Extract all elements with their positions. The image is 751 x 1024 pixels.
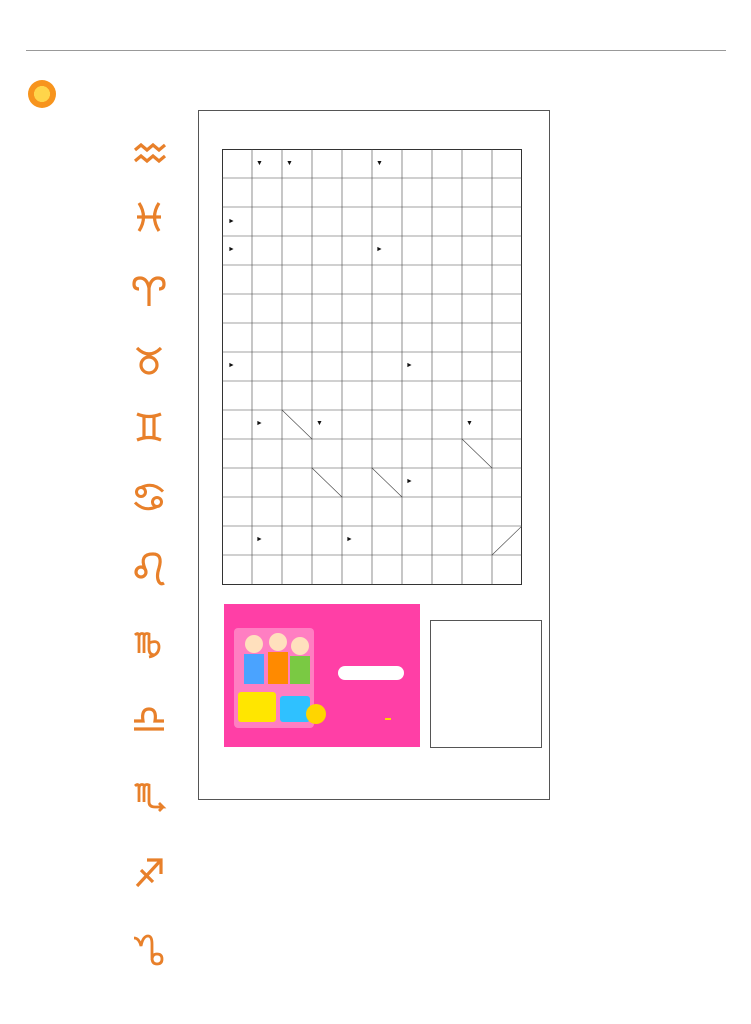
crossword-clue [224,441,252,468]
libra-icon [131,701,167,735]
crossword-clue [312,354,340,367]
crossword-clue [402,209,430,236]
arrow-down-icon: ▼ [466,420,473,427]
crossword-clue [402,310,430,323]
sign-leao [26,554,186,556]
crossword-clue [314,151,372,167]
ad-cta-button[interactable] [338,666,404,680]
crossword-clue [224,571,282,584]
sign-aquario [26,139,186,141]
crossword-clue [372,446,400,466]
sign-aries [26,276,186,278]
arrow-right-icon: ► [228,218,235,225]
sign-escorpiao [26,780,186,782]
sign-libra [26,703,186,705]
arrow-down-icon: ▼ [316,420,323,427]
crossword-clue [432,151,490,165]
sun-icon [28,80,56,108]
ad-panini-logo [385,718,391,720]
crossword-clue [402,151,430,178]
sign-virgem [26,629,186,631]
sign-touro [26,346,186,348]
crossword-clue [224,296,252,308]
sign-gemeos [26,412,186,414]
sign-sagitario [26,858,186,860]
arrow-right-icon: ► [228,362,235,369]
crossword-clue [402,412,430,425]
crossword-clue [224,499,252,526]
crossword-clue [312,528,340,555]
crossword-clue [432,166,460,178]
arrow-right-icon: ► [256,536,263,543]
crossword-clue [402,296,430,309]
crossword-clue [372,514,400,527]
crossword-clue [432,325,460,352]
arrow-right-icon: ► [376,246,383,253]
leo-icon [131,552,167,586]
sign-peixes [26,202,186,204]
crossword-clue [224,310,252,323]
header-divider [26,50,726,51]
crossword-clue [432,238,460,265]
crossword-clue [224,383,252,410]
crossword-clue [254,172,282,179]
gemini-icon [131,410,167,444]
crossword-clue [342,267,370,294]
arrow-down-icon: ▼ [376,160,383,167]
arrow-right-icon: ► [256,420,263,427]
arrow-right-icon: ► [346,536,353,543]
sign-cancer [26,482,186,484]
crossword-clue [284,383,312,410]
arrow-down-icon: ▼ [256,160,263,167]
crossword-clue [342,209,370,236]
cancer-icon [131,480,167,514]
sagittarius-icon [131,856,167,890]
aries-icon [131,274,167,308]
crossword-clue [312,369,340,382]
virgo-icon [131,627,167,661]
arrow-right-icon: ► [406,478,413,485]
crossword-clue [224,335,252,354]
solution-grid [430,620,542,748]
aquarius-icon [131,137,167,171]
capricorn-icon [131,932,167,966]
crossword-clue [462,383,490,410]
solution-row [431,621,541,625]
arrow-right-icon: ► [228,246,235,253]
horoscope-logo [26,76,154,134]
arrow-down-icon: ▼ [286,160,293,167]
crossword-clue [372,499,400,512]
crossword-clue [314,167,372,178]
crossword-clue [224,557,282,570]
sign-capricornio [26,934,186,936]
crossword-clue [224,267,252,294]
crossword-clue [462,168,490,178]
crossword-clue [312,448,340,461]
taurus-icon [131,344,167,378]
arrow-right-icon: ► [406,362,413,369]
crossword-clue [224,180,252,207]
scorpio-icon [131,778,167,812]
crossword-clue [432,470,460,497]
crossword-clue [402,426,430,439]
crossword-clue [312,296,340,323]
pisces-icon [131,200,167,234]
